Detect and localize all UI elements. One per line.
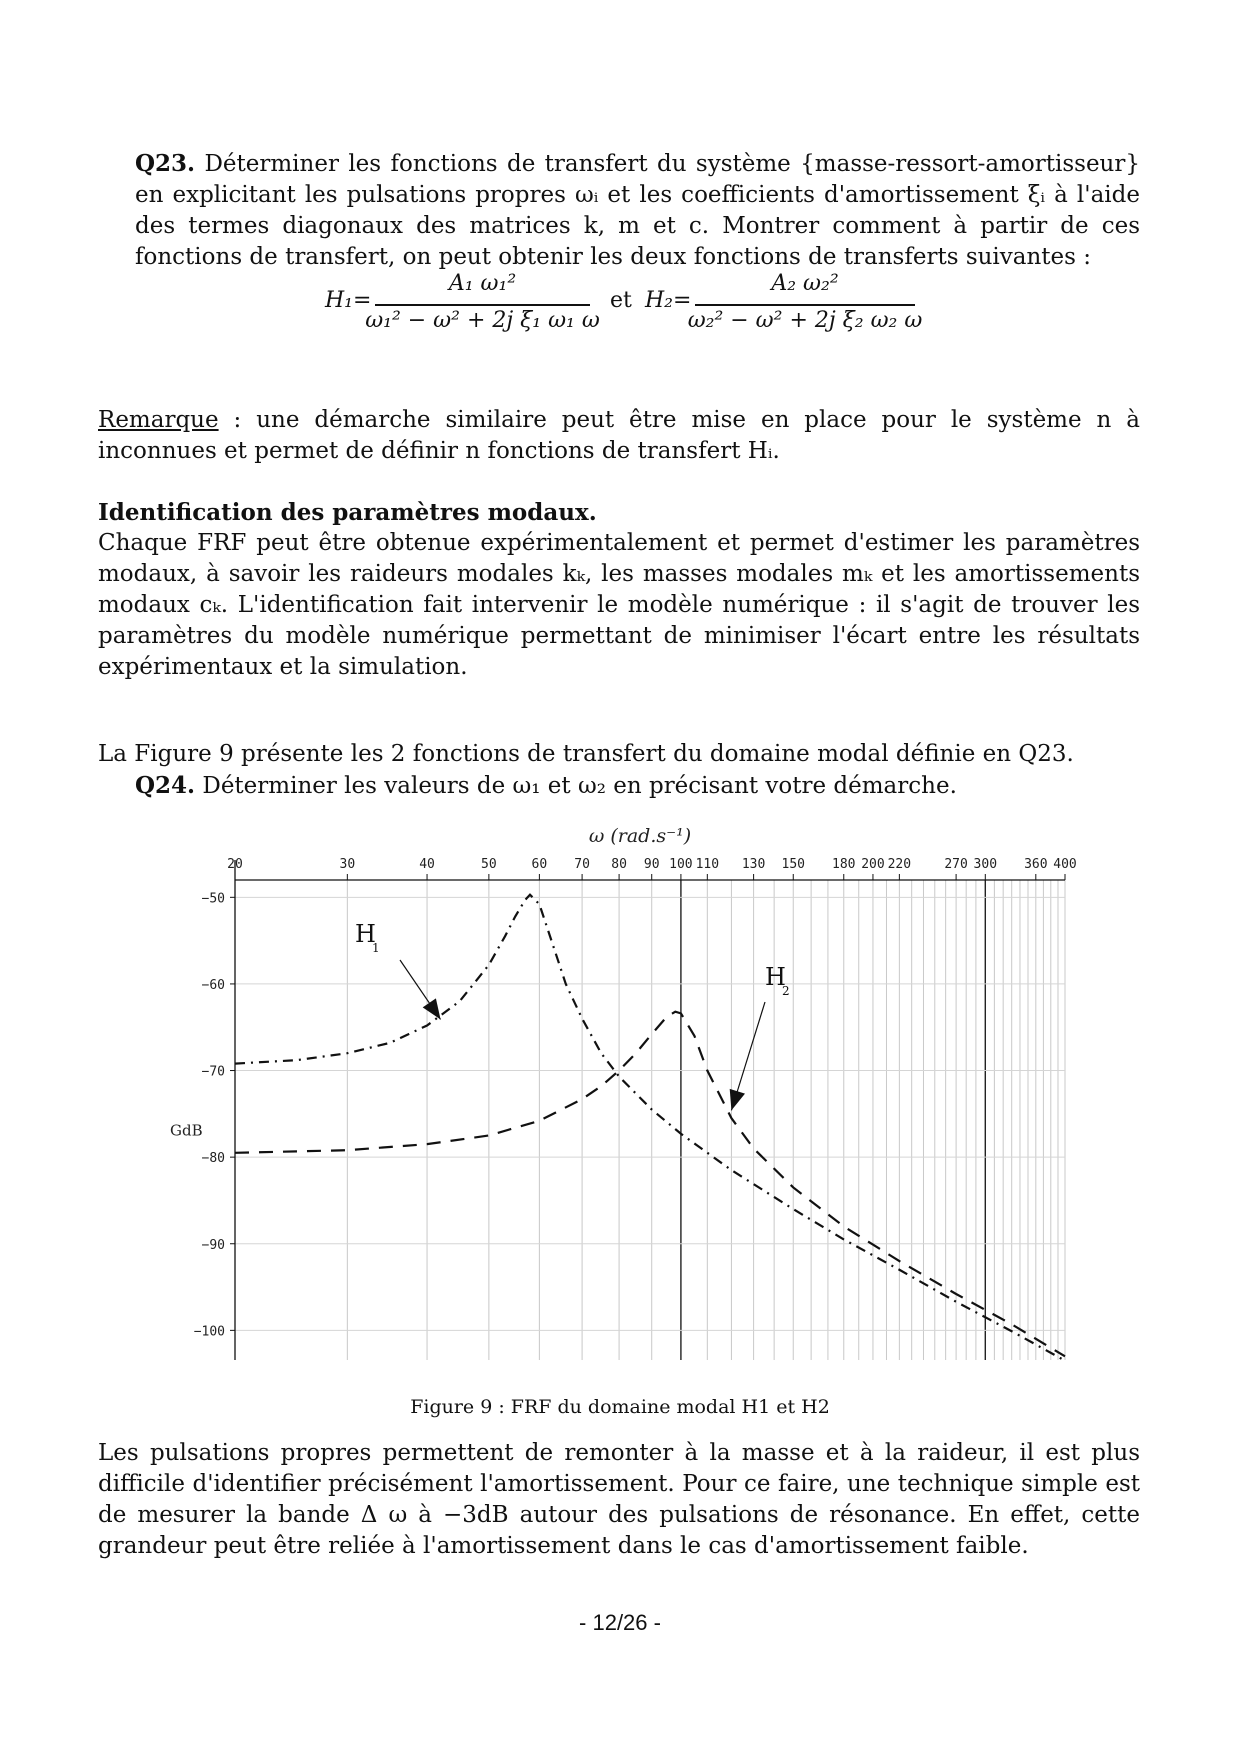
y-tick-label: −50 xyxy=(201,891,225,907)
transfer-function-formulas xyxy=(320,268,940,348)
h1-lhs: H₁= xyxy=(325,288,372,313)
x-tick-label: 270 xyxy=(944,857,968,872)
question-23 xyxy=(135,148,1140,273)
x-tick-label: 50 xyxy=(481,857,497,872)
figure-caption: Figure 9 : FRF du domaine modal H1 et H2 xyxy=(410,1396,830,1418)
question-24-label: Q24. xyxy=(135,772,196,799)
frf-chart xyxy=(150,810,1100,1360)
x-tick-label: 100 xyxy=(669,857,693,872)
chart-series xyxy=(235,895,1065,1360)
question-24-text: Déterminer les valeurs de ω₁ et ω₂ en précisant votre démarche. xyxy=(202,773,957,799)
identification-section xyxy=(98,497,1140,683)
x-tick-label: 200 xyxy=(861,857,885,872)
h1-annotation-subscript: 1 xyxy=(372,941,380,955)
h1-fraction-bar xyxy=(375,304,590,306)
x-tick-label: 130 xyxy=(741,857,766,872)
y-tick-label: −90 xyxy=(201,1237,225,1253)
h1-denominator: ω₁² − ω² + 2j ξ₁ ω₁ ω xyxy=(365,308,600,333)
identification-text: Chaque FRF peut être obtenue expérimentalement et permet d'estimer les paramètres modaux, à savoir les raideurs modales kₖ, les masses modales mₖ et les amortissements modaux cₖ. L'identification fait intervenir le modèle numérique : il s'agit de trouver les paramètres du modèle numérique permettant de minimiser l'écart entre les résultats expérimentaux et la simulation. xyxy=(98,530,1140,680)
x-tick-label: 20 xyxy=(227,857,243,872)
y-tick-label: −100 xyxy=(193,1324,225,1340)
h1-annotation-arrow-head xyxy=(423,998,441,1019)
x-tick-label: 360 xyxy=(1024,857,1048,872)
x-tick-label: 220 xyxy=(887,857,912,872)
damping-paragraph: Les pulsations propres permettent de remonter à la masse et à la raideur, il est plus difficile d'identifier précisément l'amortissement. Pour ce faire, une technique simple est de mesurer la bande Δ ω à −3dB autour des pulsations de résonance. En effet, cette grandeur peut être reliée à l'amortissement dans le cas d'amortissement faible. xyxy=(98,1440,1140,1559)
h1-numerator: A₁ ω₁² xyxy=(448,271,517,296)
series-h1 xyxy=(235,895,1065,1360)
formula-et: et xyxy=(610,288,632,313)
x-tick-label: 40 xyxy=(419,857,435,872)
y-tick-label: −70 xyxy=(201,1064,225,1080)
remark-paragraph xyxy=(98,405,1140,467)
series-h2 xyxy=(235,1012,1065,1357)
x-tick-label: 300 xyxy=(973,857,998,872)
x-tick-label: 90 xyxy=(643,857,660,872)
remark-text: : une démarche similaire peut être mise en place pour le système n à inconnues et permet de définir n fonctions de transfert Hᵢ. xyxy=(98,407,1140,464)
chart-grid xyxy=(235,880,1065,1360)
h2-annotation-subscript: 2 xyxy=(782,984,790,998)
x-tick-label: 60 xyxy=(531,857,548,872)
figure-intro: La Figure 9 présente les 2 fonctions de transfert du domaine modal définie en Q23. xyxy=(98,741,1074,767)
y-tick-label: −80 xyxy=(201,1151,225,1167)
x-tick-label: 180 xyxy=(832,857,856,872)
identification-title: Identification des paramètres modaux. xyxy=(98,499,597,526)
h2-fraction-bar xyxy=(695,304,915,306)
h2-annotation-label: H xyxy=(765,963,786,991)
x-tick-label: 70 xyxy=(574,857,590,872)
x-tick-label: 30 xyxy=(339,857,356,872)
h2-numerator: A₂ ω₂² xyxy=(771,271,839,296)
question-23-text: Déterminer les fonctions de transfert du système {masse-ressort-amortisseur} en explicitant les pulsations propres ωᵢ et les coefficients d'amortissement ξᵢ à l'aide des termes diagonaux des matrices k, m et c. Montrer comment à partir de ces fonctions de transfert, on peut obtenir les deux fonctions de transferts suivantes : xyxy=(135,151,1141,270)
x-tick-label: 150 xyxy=(781,857,805,872)
x-axis-title: ω (rad.s⁻¹) xyxy=(588,825,692,847)
h2-denominator: ω₂² − ω² + 2j ξ₂ ω₂ ω xyxy=(687,308,923,333)
h1-annotation-label: H xyxy=(355,920,376,948)
remark-label: Remarque xyxy=(98,407,219,433)
h2-lhs: H₂= xyxy=(645,288,692,313)
x-tick-label: 110 xyxy=(695,857,720,872)
x-tick-label: 400 xyxy=(1053,857,1077,872)
y-tick-label: −60 xyxy=(201,977,225,993)
h2-annotation-arrow-head xyxy=(730,1089,745,1110)
x-tick-label: 80 xyxy=(611,857,627,872)
page-number: - 12/26 - xyxy=(579,1610,661,1635)
question-24 xyxy=(135,770,1140,802)
question-23-label: Q23. xyxy=(135,150,196,177)
y-axis-title: GdB xyxy=(170,1121,203,1140)
